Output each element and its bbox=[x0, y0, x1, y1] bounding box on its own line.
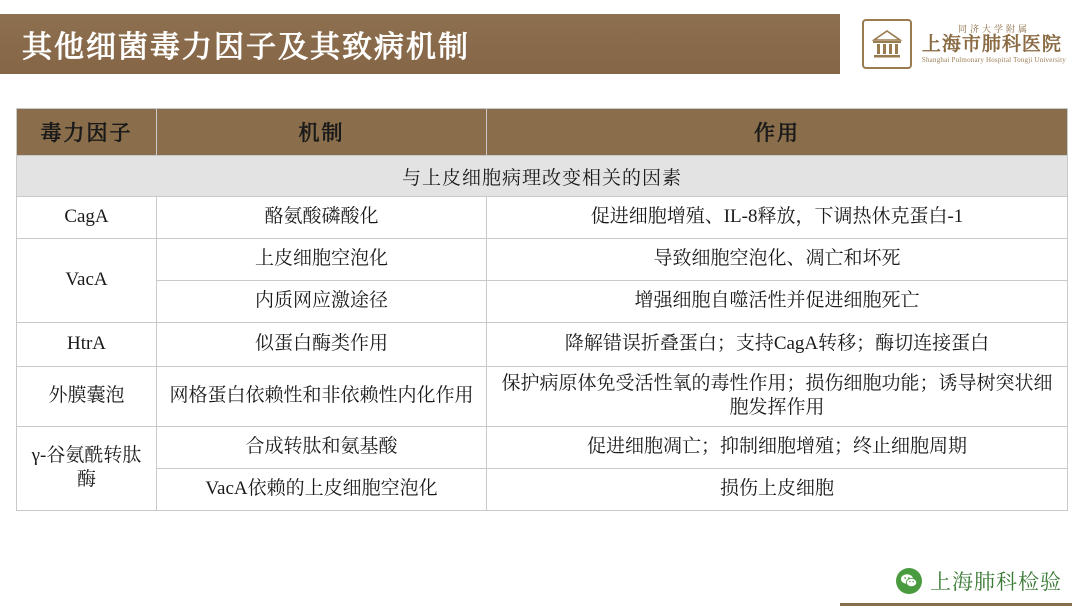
cell-factor: 外膜囊泡 bbox=[17, 367, 157, 427]
column-header-mechanism: 机制 bbox=[157, 109, 487, 156]
header-title-bar bbox=[0, 14, 840, 74]
cell-factor: HtrA bbox=[17, 323, 157, 367]
table-row bbox=[17, 323, 1068, 367]
wechat-icon bbox=[896, 568, 922, 594]
footer-watermark bbox=[896, 566, 1062, 596]
cell-effect: 促进细胞凋亡；抑制细胞增殖；终止细胞周期 bbox=[487, 426, 1068, 468]
cell-effect: 促进细胞增殖、IL-8释放，下调热休克蛋白-1 bbox=[487, 197, 1068, 239]
table-section-title: 与上皮细胞病理改变相关的因素 bbox=[17, 156, 1068, 197]
university-crest-icon bbox=[862, 19, 912, 69]
column-header-effect: 作用 bbox=[487, 109, 1068, 156]
cell-mechanism: 酪氨酸磷酸化 bbox=[157, 197, 487, 239]
virulence-factor-table bbox=[16, 108, 1068, 511]
cell-effect: 增强细胞自噬活性并促进细胞死亡 bbox=[487, 281, 1068, 323]
cell-effect: 降解错误折叠蛋白；支持CagA转移；酶切连接蛋白 bbox=[487, 323, 1068, 367]
page-title: 其他细菌毒力因子及其致病机制 bbox=[22, 31, 470, 64]
table-row bbox=[17, 281, 1068, 323]
table-row bbox=[17, 426, 1068, 468]
cell-mechanism: 合成转肽和氨基酸 bbox=[157, 426, 487, 468]
header-underline bbox=[840, 603, 1072, 606]
cell-effect: 导致细胞空泡化、凋亡和坏死 bbox=[487, 239, 1068, 281]
table-row bbox=[17, 239, 1068, 281]
table-row bbox=[17, 367, 1068, 427]
footer-account-name: 上海肺科检验 bbox=[930, 571, 1062, 594]
column-header-factor: 毒力因子 bbox=[17, 109, 157, 156]
logo-hospital-name: 上海市肺科医院 bbox=[921, 34, 1062, 56]
cell-mechanism: 似蛋白酶类作用 bbox=[157, 323, 487, 367]
cell-mechanism: VacA依赖的上皮细胞空泡化 bbox=[157, 468, 487, 510]
cell-factor: CagA bbox=[17, 197, 157, 239]
cell-effect: 保护病原体免受活性氧的毒性作用；损伤细胞功能；诱导树突状细胞发挥作用 bbox=[487, 367, 1068, 427]
cell-mechanism: 上皮细胞空泡化 bbox=[157, 239, 487, 281]
cell-factor: VacA bbox=[17, 239, 157, 323]
slide-header bbox=[0, 14, 1080, 74]
cell-effect: 损伤上皮细胞 bbox=[487, 468, 1068, 510]
table-header-row bbox=[17, 109, 1068, 156]
logo-english-name: Shanghai Pulmonary Hospital Tongji University bbox=[921, 56, 1066, 65]
logo-text-block bbox=[922, 24, 1066, 64]
hospital-logo bbox=[840, 14, 1080, 74]
table-row bbox=[17, 468, 1068, 510]
table-section-row bbox=[17, 156, 1068, 197]
cell-factor: γ-谷氨酰转肽酶 bbox=[17, 426, 157, 510]
cell-mechanism: 内质网应激途径 bbox=[157, 281, 487, 323]
logo-affiliation: 同济大学附属 bbox=[957, 23, 1030, 34]
table-row bbox=[17, 197, 1068, 239]
cell-mechanism: 网格蛋白依赖性和非依赖性内化作用 bbox=[157, 367, 487, 427]
